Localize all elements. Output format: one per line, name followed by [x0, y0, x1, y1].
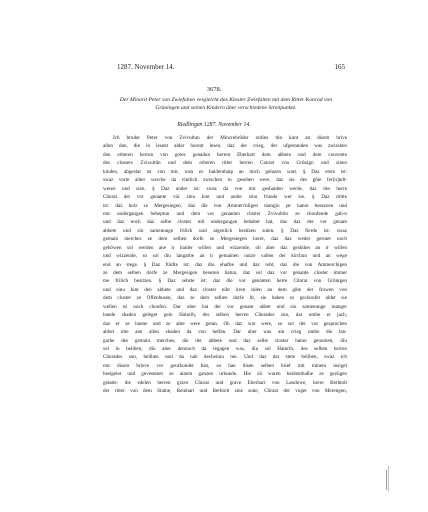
document-summary: Der Minorit Peter von Zwiefalten vergleicht das Kloster Zwiefalten mit dem Ritter Konrad von Grüningen und seinen Kindern über verschiedene Streitpunkte.: [119, 97, 333, 111]
dateline: Riedlingen 1287. November 14.: [177, 122, 251, 128]
text-line: daz er ze banne und ze ahte were getan. Ob daz war were, so sol der vor gesprochen: [103, 320, 347, 327]
text-line: gelatte: die edelen herren grave Cůnrat und grave Eberhart von Landowe, herre Berhtolt: [103, 379, 347, 386]
text-line: gemain merches ze dem selben dorfe ze Mergesiegen horet, daz daz weder gerutet noch: [103, 236, 347, 243]
text-line: abbet ime ane allen shaden da von helfen. Dar uber was ain crieg umbe die lan-: [103, 329, 347, 336]
text-line: dem closter ze Offenhusen, daz ze dem selben dorfe lit, sie haben ez gechoufet alder sie: [103, 295, 347, 302]
text-line: mit undergangen beheptun und dem vor genanten closter Zvivultůn ze chonfende gab-n: [103, 210, 347, 217]
margin-line: [386, 470, 387, 490]
text-line: der ritter von dem Staine, Reinhart und Berhtolt sine sune, Cůnrat der voget von Merengen,: [103, 388, 347, 395]
text-line: swaz vorte alder werche da vintlich zwischen in gesehen were, daz sie des gůte fer[u]ndt-: [103, 177, 347, 184]
text-line: garbe des gemain merches, die der abbete und daz selbe closter hatun genomen, diu: [103, 337, 347, 344]
text-line: des closters Zvivultůn und dem erberen ritter herren Cunrat von Grůnign und sinen: [103, 160, 347, 167]
text-line: abbete und sin samenunge frilich und aigenlich besitzen sulen. § Daz fierde ist: swaz: [103, 227, 347, 234]
text-line: mit disem brieve vor geurkundet han, so han disen selben brief mit minem insigel: [103, 362, 347, 369]
text-line: den erberen herrun von gotes genadun herren Eberhart dem abbete und dem convente: [103, 151, 347, 158]
running-header: [117, 63, 345, 71]
text-line: Cůnrades sun, beliben und da nah decheiniu me. Und daz dar stete beliben, swaz ich: [103, 354, 347, 361]
document-number: 3678.: [206, 86, 222, 93]
page-number: 165: [334, 63, 345, 71]
text-line: und sinu kint den abbete und daz closter niht irren sulen an dem gůte der frowen von: [103, 286, 347, 293]
text-line: end an stege. § Daz fünfte ist: daz diu ehaftie und daz reht, daz die von Ammerchigen: [103, 261, 347, 268]
text-line: gehöwen sol werden ane ir baider willen und wizzende, ob aber daz geshihet an ir willen: [103, 244, 347, 251]
text-line: allen den, die in lesent alder horent lesen, daz der crieg, der ufgestanden was zwisshen: [103, 143, 347, 150]
header-date: 1287. November 14.: [117, 63, 175, 71]
text-line: weren und sien. § Daz ander ist: swaz da von mir geshaiden werde, daz des herre: [103, 185, 347, 192]
text-line: me frilich besitzen. § Daz sehste ist: daz die vor genanten herre Cůnrat von Grůnigen: [103, 278, 347, 285]
text-line: Cůnrat der vor genante vür sinu kint und ander sinu frunde wer sie. § Daz dritte: [103, 194, 347, 201]
text-line: besigelet und gevestenet ze ainem ganzen urkunde. Hie zů waren beidenthalbe ze gezügen: [103, 371, 347, 378]
margin-line: [388, 466, 389, 492]
charter-text: [103, 134, 347, 396]
text-line: und daz noch daz selbe closter mit undergangen behabet hat, daz daz der vor genant: [103, 219, 347, 226]
text-line: wellen ez noch choufen. Dar uber hat der vor genant abbet und sin samenunge manger: [103, 303, 347, 310]
text-line: kinden, abgeslat ist von mir, wan ez baidenthalp an mich gelazen wart. § Daz erste ist:: [103, 168, 347, 175]
text-line: sol in beliben, diu aber dennoch da regagen was, diu sol Hainrih, des selben herren: [103, 345, 347, 352]
text-line: Ich bruder Peter von Zvivultun der Mincrebrůder ordins tůn kunt an disem brive: [113, 135, 347, 141]
text-line: ist: daz holz ze Mergesiegen, daz die von Ammerchligen mangiu jar hatun besezzen und: [103, 202, 347, 209]
text-line: ze dem selben dorfe ze Mergesigen besezen hatun, daz sol daz vor genante closter immer: [103, 270, 347, 276]
text-line: und wizzende, so sol diu langarbe an ir gemainen nutze vallen der kirchun und an wege: [103, 253, 347, 260]
text-line: hande shaden geleget gein Hainrih, des selben herren Cůnrades sun, dar umbe er jach,: [103, 312, 347, 319]
